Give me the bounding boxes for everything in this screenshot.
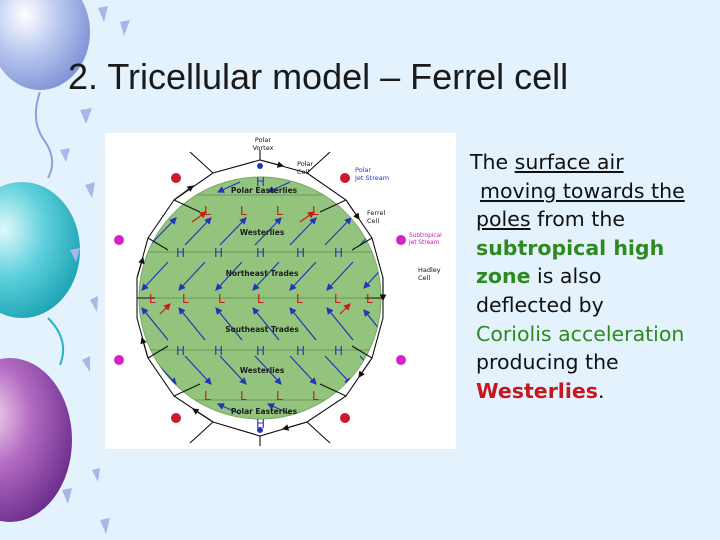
label-polar-easterlies-north: Polar Easterlies (230, 186, 298, 195)
text-line-5: zone is also (476, 264, 602, 289)
low-60s-4: L (312, 389, 319, 403)
high-30s-3: H (256, 344, 266, 358)
label-polar-vortex: Polar Vortex (252, 136, 274, 152)
high-30s-4: H (296, 344, 306, 358)
low-equator-4: L (257, 292, 264, 306)
high-30s-5: H (334, 344, 344, 358)
low-equator-7: L (366, 292, 373, 306)
westerlies-term: Westerlies (476, 378, 598, 403)
high-30s-1: H (176, 344, 186, 358)
high-30n-3: H (256, 246, 266, 260)
label-polar-jet-stream: Polar Jet Stream (355, 166, 390, 182)
slide-title: 2. Tricellular model – Ferrel cell (68, 56, 569, 97)
low-equator-2: L (182, 292, 189, 306)
purple-balloon-icon (0, 358, 72, 522)
slide-body-text (470, 148, 716, 405)
low-equator-5: L (296, 292, 303, 306)
high-north-pole: H (256, 175, 266, 189)
label-ferrel-cell: Ferrel Cell (367, 209, 386, 225)
high-30n-1: H (176, 246, 186, 260)
high-30n-4: H (296, 246, 306, 260)
text-line-9: Westerlies. (476, 378, 605, 403)
text-line-7: Coriolis acceleration (476, 321, 685, 346)
low-equator-1: L (149, 292, 156, 306)
low-equator-6: L (334, 292, 341, 306)
label-hadley-cell: Hadley Cell (418, 266, 441, 282)
label-westerlies-south: Westerlies (239, 366, 285, 375)
low-60n-3: L (276, 204, 283, 218)
tricellular-model-diagram (105, 133, 456, 449)
high-30n-5: H (334, 246, 344, 260)
text-line-1: The surface air (470, 150, 624, 174)
label-subtropical-jet-stream: Subtropical Jet Stream (409, 233, 442, 246)
label-southeast-trades: Southeast Trades (225, 325, 299, 334)
label-polar-cell: Polar Cell (297, 160, 314, 176)
text-line-4: subtropical high (476, 235, 665, 260)
low-60s-3: L (276, 389, 283, 403)
high-30n-2: H (214, 246, 224, 260)
high-south-pole: H (256, 417, 266, 431)
label-northeast-trades: Northeast Trades (225, 269, 299, 278)
low-60n-2: L (240, 204, 247, 218)
low-60n-4: L (312, 204, 319, 218)
surface-air-phrase: surface air (514, 150, 624, 174)
low-60s-2: L (240, 389, 247, 403)
high-30s-2: H (214, 344, 224, 358)
low-60n-1: L (204, 204, 211, 218)
text-line-3: poles from the (476, 207, 625, 232)
text-line-8: producing the (476, 350, 619, 375)
low-equator-3: L (218, 292, 225, 306)
text-line-6: deflected by (476, 292, 604, 317)
circulation-diagram-svg (105, 133, 456, 449)
label-westerlies-north: Westerlies (239, 228, 285, 237)
text-line-2: moving towards the (480, 178, 685, 203)
teal-balloon-icon (0, 182, 80, 365)
label-polar-easterlies-south: Polar Easterlies (230, 407, 298, 416)
low-60s-1: L (204, 389, 211, 403)
poles-phrase: poles (476, 207, 531, 232)
